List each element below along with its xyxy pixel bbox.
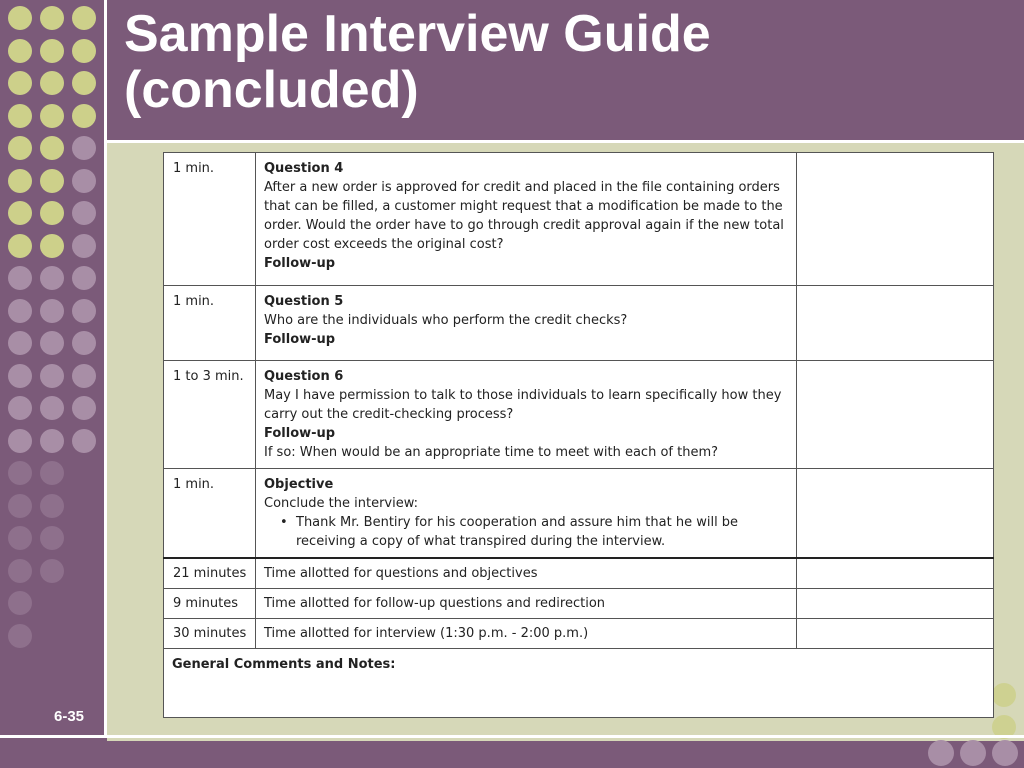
decorative-dot [72, 429, 96, 453]
interview-guide-table [163, 152, 994, 718]
decorative-dot [8, 266, 32, 290]
question-cell [256, 361, 797, 469]
decorative-dot [8, 429, 32, 453]
slide-title [124, 6, 1004, 118]
decorative-dot [8, 559, 32, 583]
notes-cell [797, 589, 994, 619]
decorative-dot [72, 39, 96, 63]
decorative-dot [40, 331, 64, 355]
decorative-dot [40, 494, 64, 518]
notes-cell [797, 286, 994, 361]
followup-label: Follow-up [264, 426, 336, 441]
decorative-dot [40, 71, 64, 95]
decorative-dot [8, 591, 32, 615]
summary-row [164, 619, 994, 649]
decorative-dot [8, 624, 32, 648]
notes-cell [797, 469, 994, 559]
followup-label: Follow-up [264, 332, 336, 347]
decorative-dot [8, 299, 32, 323]
decorative-dot [40, 396, 64, 420]
decorative-dot [40, 429, 64, 453]
summary-text: Time allotted for follow-up questions and redirection [256, 589, 797, 619]
comments-label: General Comments and Notes: [172, 657, 396, 672]
question-heading: Question 5 [264, 294, 344, 309]
decorative-dot [8, 331, 32, 355]
decorative-dot [72, 6, 96, 30]
table-row [164, 361, 994, 469]
followup-text: If so: When would be an appropriate time to meet with each of them? [264, 445, 719, 460]
time-cell: 1 to 3 min. [164, 361, 256, 469]
time-cell: 1 min. [164, 153, 256, 286]
title-line-1: Sample Interview Guide [124, 5, 711, 63]
table-row [164, 469, 994, 559]
page-number: 6-35 [54, 708, 85, 725]
decorative-dot [40, 104, 64, 128]
objective-text: Conclude the interview: [264, 496, 419, 511]
decorative-dot [40, 559, 64, 583]
notes-cell [797, 619, 994, 649]
time-cell: 1 min. [164, 469, 256, 559]
decorative-dot [40, 201, 64, 225]
decorative-dot [72, 201, 96, 225]
decorative-dot [8, 6, 32, 30]
decorative-dot [40, 526, 64, 550]
decorative-dot [72, 234, 96, 258]
decorative-dot [8, 461, 32, 485]
decorative-dot-column [0, 0, 103, 768]
decorative-dot [40, 461, 64, 485]
notes-cell [797, 153, 994, 286]
decorative-dot [72, 71, 96, 95]
comments-cell [164, 649, 994, 718]
question-text: May I have permission to talk to those individuals to learn specifically how they carry out the credit-checking process? [264, 388, 782, 422]
decorative-dot [40, 266, 64, 290]
decorative-dot [40, 364, 64, 388]
summary-row [164, 558, 994, 589]
decorative-dot [72, 169, 96, 193]
decorative-dot [72, 299, 96, 323]
decorative-dot [992, 740, 1018, 766]
objective-cell [256, 469, 797, 559]
decorative-dot [40, 234, 64, 258]
decorative-dot [8, 396, 32, 420]
decorative-dot [8, 234, 32, 258]
decorative-dot [928, 740, 954, 766]
decorative-dot [960, 740, 986, 766]
summary-time: 21 minutes [164, 558, 256, 589]
decorative-dot [8, 39, 32, 63]
decorative-dot [40, 6, 64, 30]
comments-row [164, 649, 994, 718]
decorative-dot [72, 266, 96, 290]
decorative-dot [8, 136, 32, 160]
title-line-2: (concluded) [124, 61, 419, 119]
decorative-dot [72, 396, 96, 420]
question-text: After a new order is approved for credit and placed in the file containing orders that can be filled, a customer might request that a modification be made to the order. Would the order have to go through credit approval again if the new total order cost exceeds the original cost? [264, 180, 784, 252]
decorative-dot [8, 169, 32, 193]
notes-cell [797, 558, 994, 589]
notes-cell [797, 361, 994, 469]
summary-time: 9 minutes [164, 589, 256, 619]
content-panel [107, 140, 1024, 741]
decorative-dot [8, 71, 32, 95]
summary-time: 30 minutes [164, 619, 256, 649]
decorative-dot [40, 169, 64, 193]
decorative-dot [8, 526, 32, 550]
question-cell [256, 153, 797, 286]
decorative-dot [8, 104, 32, 128]
decorative-dot [992, 683, 1016, 707]
bottom-divider [0, 735, 1024, 738]
question-text: Who are the individuals who perform the credit checks? [264, 313, 628, 328]
decorative-dot [8, 494, 32, 518]
question-heading: Question 4 [264, 161, 344, 176]
summary-text: Time allotted for interview (1:30 p.m. - 2:00 p.m.) [256, 619, 797, 649]
table-row [164, 286, 994, 361]
table-row [164, 153, 994, 286]
decorative-dot [40, 299, 64, 323]
decorative-dot [72, 364, 96, 388]
decorative-dot [72, 136, 96, 160]
summary-row [164, 589, 994, 619]
decorative-dot [40, 136, 64, 160]
objective-bullet: • Thank Mr. Bentiry for his cooperation and assure him that he will be receiving a copy of what transpired during the interview. [264, 513, 788, 551]
followup-label: Follow-up [264, 256, 336, 271]
objective-heading: Objective [264, 477, 334, 492]
decorative-dot [8, 201, 32, 225]
question-heading: Question 6 [264, 369, 344, 384]
decorative-dot [72, 104, 96, 128]
decorative-dot [72, 331, 96, 355]
decorative-dot [40, 39, 64, 63]
decorative-dot [8, 364, 32, 388]
question-cell [256, 286, 797, 361]
summary-text: Time allotted for questions and objectives [256, 558, 797, 589]
time-cell: 1 min. [164, 286, 256, 361]
